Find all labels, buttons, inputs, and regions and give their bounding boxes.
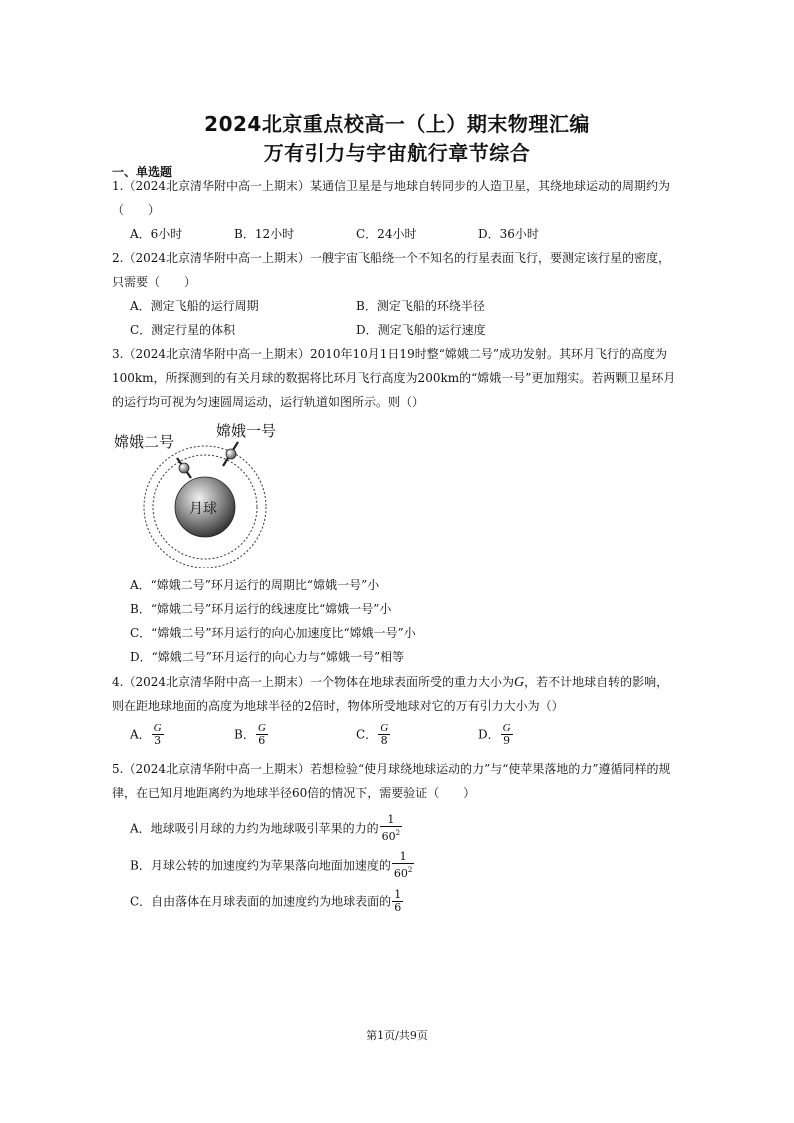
q5-option-b xyxy=(130,851,414,880)
q3-stem-line-3: 的运行均可视为匀速圆周运动，运行轨道如图所示。则（） xyxy=(112,395,425,409)
q4-option-c xyxy=(356,722,390,747)
fraction-denominator: 8 xyxy=(380,734,388,747)
q5-option-c-text: C．自由落体在月球表面的加速度约为地球表面的 xyxy=(130,894,392,909)
q1-option-b: B．12小时 xyxy=(234,227,295,241)
q3-option-c: C．“嫦娥二号”环月运行的向心加速度比“嫦娥一号”小 xyxy=(130,626,416,640)
fraction-numerator: 1 xyxy=(399,850,407,863)
q1-option-d: D．36小时 xyxy=(478,227,539,241)
q5-stem-line-1: 5.（2024北京清华附中高一上期末）若想检验“使月球绕地球运动的力”与“使苹果落地的力”遵循同样的规 xyxy=(112,762,671,776)
q4-option-d-label: D． xyxy=(478,727,500,742)
q5-option-c-fraction xyxy=(392,889,403,914)
q5-option-c xyxy=(130,889,403,914)
q4-stem-part-1: 4.（2024北京清华附中高一上期末）一个物体在地球表面所受的重力大小为 xyxy=(112,675,514,689)
q3-option-d: D．“嫦娥二号”环月运行的向心力与“嫦娥一号”相等 xyxy=(130,650,405,664)
q2-option-a: A．测定飞船的运行周期 xyxy=(130,299,259,313)
q3-stem-line-2: 100km，所探测到的有关月球的数据将比环月飞行高度为200km的“嫦娥一号”更加翔实。若两颗卫星环月 xyxy=(112,371,676,385)
q4-option-c-fraction xyxy=(378,722,390,747)
q2-option-d: D．测定飞船的运行速度 xyxy=(356,323,486,337)
fraction-denominator: 6 xyxy=(258,734,266,747)
q4-stem-part-2: ，若不计地球自转的影响， xyxy=(524,675,669,689)
fraction-denominator: 6 xyxy=(394,901,402,914)
q4-option-a-fraction xyxy=(152,722,164,747)
section-heading: 一、单选题 xyxy=(112,165,173,179)
q3-option-b: B．“嫦娥二号”环月运行的线速度比“嫦娥一号”小 xyxy=(130,602,392,616)
q5-option-b-text: B．月球公转的加速度约为苹果落向地面加速度的 xyxy=(130,858,391,873)
q5-stem-line-2: 律，在已知月地距离约为地球半径60倍的情况下，需要验证（ ） xyxy=(112,786,476,800)
fraction-denominator-base: 60 xyxy=(381,830,396,843)
fraction-denominator: 9 xyxy=(503,734,511,747)
page-title-line-1: 2024北京重点校高一（上）期末物理汇编 xyxy=(204,112,590,136)
fraction-numerator: G xyxy=(502,722,511,734)
fraction-denominator xyxy=(392,864,414,880)
q3-option-a: A．“嫦娥二号”环月运行的周期比“嫦娥一号”小 xyxy=(130,578,380,592)
q2-option-b: B．测定飞船的环绕半径 xyxy=(356,299,485,313)
fraction-denominator xyxy=(380,827,402,843)
q4-option-b-label: B． xyxy=(234,727,255,742)
q4-option-b xyxy=(234,722,268,747)
fraction-exponent: 2 xyxy=(395,829,401,837)
page-number: 第1页/共9页 xyxy=(366,1029,428,1042)
q1-stem-line-2: （ ） xyxy=(112,203,161,217)
q2-option-c: C．测定行星的体积 xyxy=(130,323,236,337)
q3-stem-line-1: 3.（2024北京清华附中高一上期末）2010年10月1日19时整“嫦娥二号”成功发射。其环月飞行的高度为 xyxy=(112,347,667,361)
q5-option-b-fraction xyxy=(392,851,414,880)
fraction-exponent: 2 xyxy=(407,866,413,874)
q4-option-b-fraction xyxy=(256,722,268,747)
fraction-numerator: G xyxy=(380,722,389,734)
fraction-numerator: G xyxy=(153,722,162,734)
fraction-numerator: 1 xyxy=(394,888,402,901)
q4-option-c-label: C． xyxy=(356,727,378,742)
fraction-numerator: G xyxy=(257,722,266,734)
label-chang-e-1: 嫦娥一号 xyxy=(216,422,277,440)
q4-stem-line-1 xyxy=(112,675,668,690)
page-title-line-2: 万有引力与宇宙航行章节综合 xyxy=(263,141,531,165)
q1-stem-line-1: 1.（2024北京清华附中高一上期末）某通信卫星是与地球自转同步的人造卫星，其绕地球运动的周期约为 xyxy=(112,179,670,193)
q1-option-c: C．24小时 xyxy=(356,227,417,241)
q4-variable-g: G xyxy=(514,675,525,690)
label-chang-e-2: 嫦娥二号 xyxy=(114,433,175,451)
q4-option-d-fraction xyxy=(501,722,513,747)
fraction-numerator: 1 xyxy=(387,813,395,826)
q5-option-a-text: A．地球吸引月球的力约为地球吸引苹果的力的 xyxy=(130,821,379,836)
q1-option-a: A．6小时 xyxy=(130,227,183,241)
satellite-chang-e-1-icon xyxy=(223,442,238,466)
q5-option-a xyxy=(130,814,402,843)
q5-option-a-fraction xyxy=(380,814,402,843)
fraction-denominator-base: 60 xyxy=(393,867,408,880)
satellite-chang-e-2-icon xyxy=(177,458,191,478)
label-moon: 月球 xyxy=(189,501,217,517)
orbit-figure xyxy=(110,418,285,568)
q4-option-d xyxy=(478,722,513,747)
fraction-denominator: 3 xyxy=(154,734,162,747)
q4-option-a-label: A． xyxy=(130,727,151,742)
q2-stem-line-1: 2.（2024北京清华附中高一上期末）一艘宇宙飞船绕一个不知名的行星表面飞行，要测定该行星的密度， xyxy=(112,251,670,265)
q4-stem-line-2: 则在距地球地面的高度为地球半径的2倍时，物体所受地球对它的万有引力大小为（） xyxy=(112,699,564,713)
q4-option-a xyxy=(130,722,164,747)
q2-stem-line-2: 只需要（ ） xyxy=(112,275,197,289)
